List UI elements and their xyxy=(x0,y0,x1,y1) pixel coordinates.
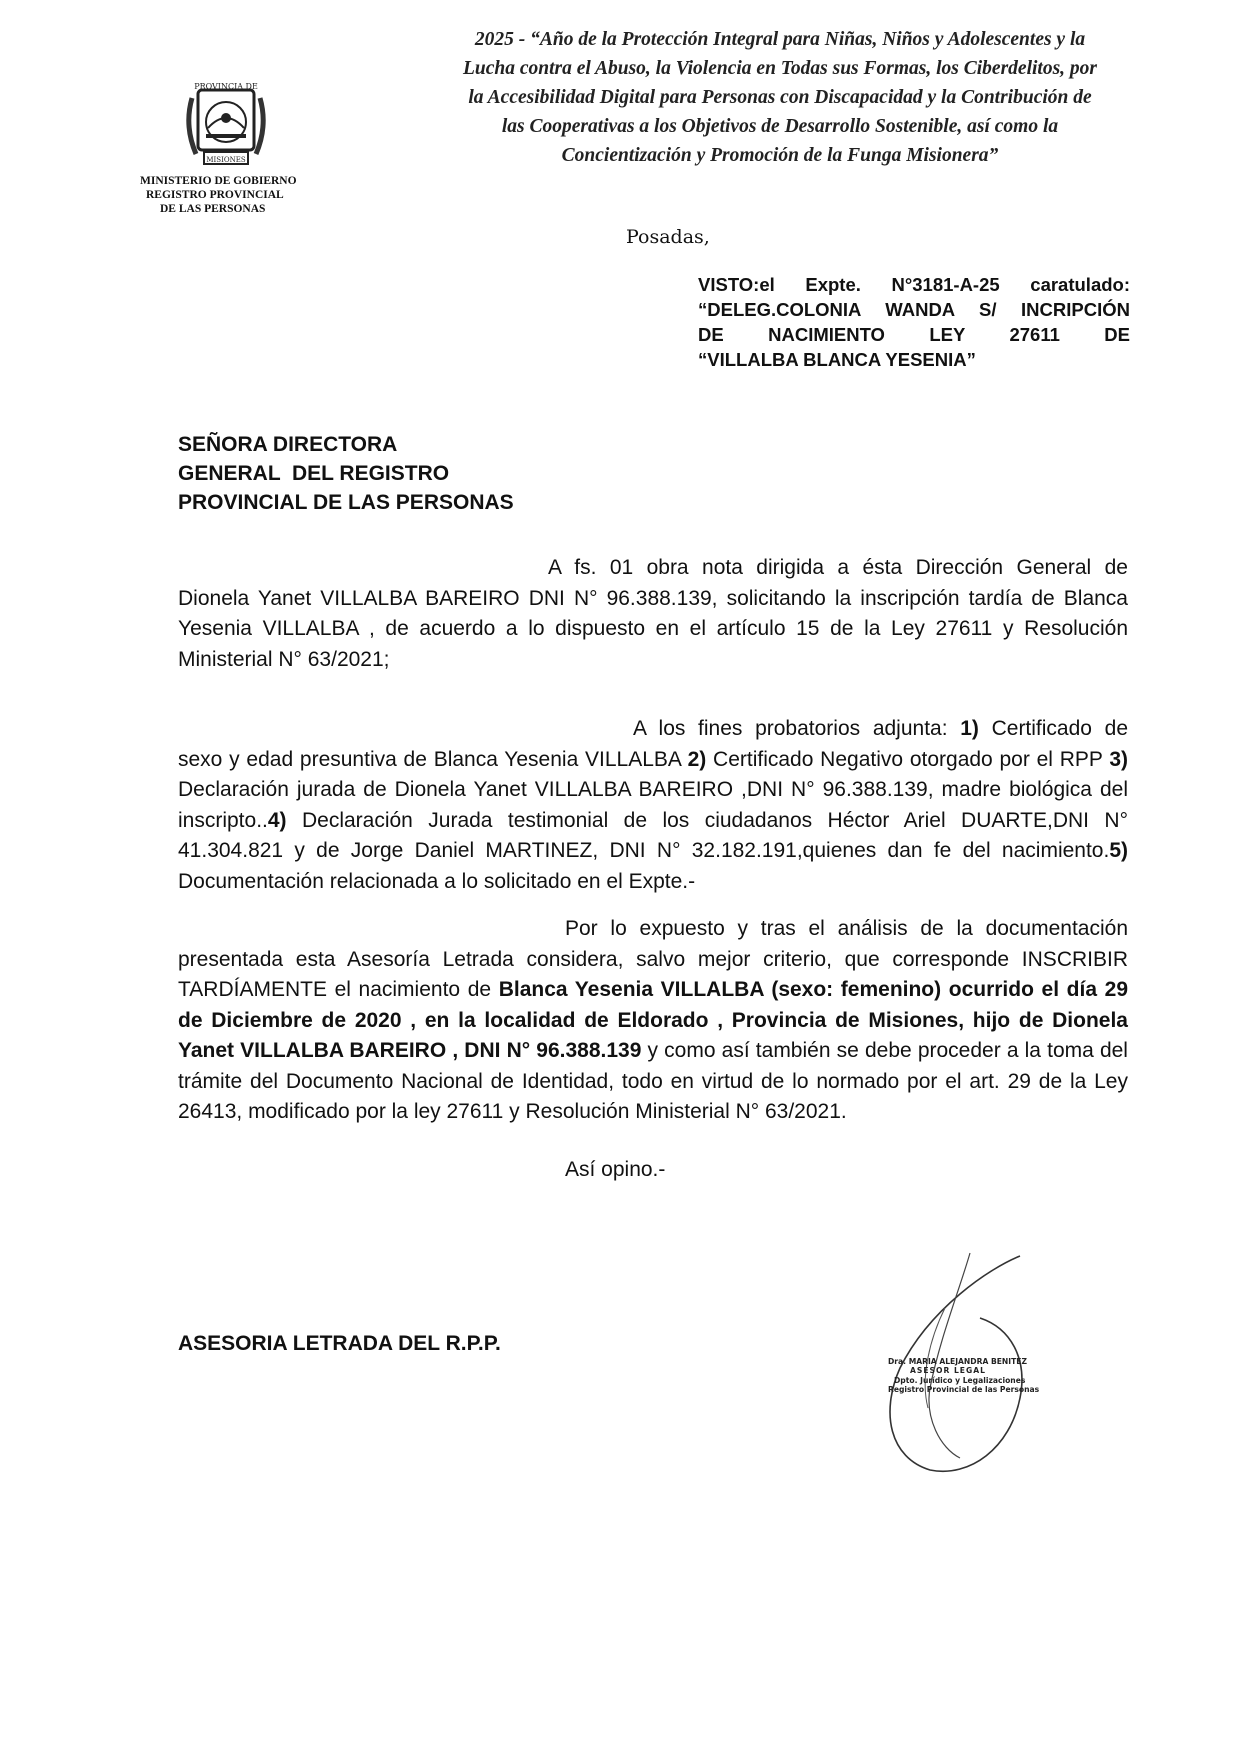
ministry-header xyxy=(140,174,350,216)
paragraph-1-text: A fs. 01 obra nota dirigida a ésta Dirección General de Dionela Yanet VILLALBA BAREIRO DNI N° 96.388.139, solicitando la inscripción tardía de Blanca Yesenia VILLALBA , de acuerdo a lo dispuesto en el artículo 15 de la Ley 27611 y Resolución Ministerial N° 63/2021; xyxy=(178,556,1128,671)
paragraph-2 xyxy=(178,714,1128,897)
p3-text: y como así también se debe proceder a la toma del trámite del Documento Nacional de Identidad, todo en virtud de lo normado por el art. 29 de la Ley 26413, modificado por la ley 27611 y Resolución Ministerial N° 63/2021. xyxy=(178,1039,1128,1123)
addressee xyxy=(178,430,514,517)
ministry-line: DE LAS PERSONAS xyxy=(160,203,266,215)
p2-number: 1) xyxy=(960,717,979,740)
motto-line: las Cooperativas a los Objetivos de Desarrollo Sostenible, así como la xyxy=(501,116,1059,137)
addressee-line: GENERAL DEL REGISTRO xyxy=(178,462,450,485)
p2-number: 4) xyxy=(267,808,287,832)
paragraph-3 xyxy=(178,914,1128,1128)
motto-line: Lucha contra el Abuso, la Violencia en Todas sus Formas, los Ciberdelitos, por xyxy=(462,58,1098,79)
provincial-seal-icon xyxy=(178,78,274,174)
p2-text: Certificado Negativo otorgado por el RPP xyxy=(706,747,1110,771)
stamp-line: ASESOR LEGAL xyxy=(910,1366,986,1376)
p2-number: 3) xyxy=(1109,747,1129,771)
stamp-line: Dpto. Jurídico y Legalizaciones xyxy=(894,1375,1026,1385)
ministry-line: MINISTERIO DE GOBIERNO xyxy=(140,175,297,187)
p2-text: Declaración Jurada testimonial de los ciudadanos Héctor Ariel DUARTE,DNI N° 41.304.821 y de Jorge Daniel MARTINEZ, DNI N° 32.182.191,quienes dan fe del nacimiento. xyxy=(178,808,1128,862)
motto-line: 2025 - “Año de la Protección Integral para Niñas, Niños y Adolescentes y la xyxy=(474,29,1086,50)
closing-text: Así opino.- xyxy=(565,1158,666,1181)
motto-line: la Accesibilidad Digital para Personas con Discapacidad y la Contribución de xyxy=(468,87,1092,108)
motto-line: Concientización y Promoción de la Funga Misionera” xyxy=(561,145,999,166)
visto-line: VISTO:el Expte. N°3181-A-25 caratulado: xyxy=(698,274,1130,295)
addressee-line: PROVINCIAL DE LAS PERSONAS xyxy=(178,491,514,514)
paragraph-1 xyxy=(178,553,1128,675)
visto-line: “DELEG.COLONIA WANDA S/ INCRIPCIÓN xyxy=(698,299,1130,320)
p2-number: 2) xyxy=(687,747,707,771)
p3-bold-text: Blanca Yesenia VILLALBA (sexo: femenino) ocurrido el día 29 de Diciembre de 2020 , en la localidad de Eldorado , Provincia de Misiones, hijo de Dionela Yanet VILLALBA BAREIRO , DNI N° 96.388.139 xyxy=(178,978,1129,1062)
seal-text-bottom: MISIONES xyxy=(206,156,246,164)
stamp-line: Dra. MARIA ALEJANDRA BENITEZ xyxy=(888,1357,1027,1366)
p2-text: A los fines probatorios adjunta: xyxy=(633,717,961,740)
seal-text-top: PROVINCIA DE xyxy=(194,82,258,91)
addressee-line: SEÑORA DIRECTORA xyxy=(178,433,398,456)
year-motto xyxy=(430,25,1130,170)
signature-stamp xyxy=(888,1357,1048,1395)
visto-block xyxy=(698,272,1130,372)
p2-text: Certificado de sexo y edad presuntiva de Blanca Yesenia VILLALBA xyxy=(178,717,1129,771)
p2-number: 5) xyxy=(1109,839,1128,862)
p3-text: Por lo expuesto y tras el análisis de la documentación presentada esta Asesoría Letrada considera, salvo mejor criterio, que corresponde INSCRIBIR TARDÍAMENTE el nacimiento de xyxy=(178,917,1128,1001)
ministry-line: REGISTRO PROVINCIAL xyxy=(146,189,284,201)
signatory-title: ASESORIA LETRADA DEL R.P.P. xyxy=(178,1332,501,1355)
visto-line: DE NACIMIENTO LEY 27611 DE xyxy=(698,324,1130,345)
visto-line: “VILLALBA BLANCA YESENIA” xyxy=(698,349,976,370)
p2-text: Documentación relacionada a lo solicitado en el Expte.- xyxy=(178,869,696,893)
p2-text: Declaración jurada de Dionela Yanet VILLALBA BAREIRO ,DNI N° 96.388.139, madre biológica del inscripto.. xyxy=(178,778,1128,832)
place-date: Posadas, xyxy=(626,226,710,248)
stamp-line: Registro Provincial de las Personas xyxy=(888,1385,1040,1395)
